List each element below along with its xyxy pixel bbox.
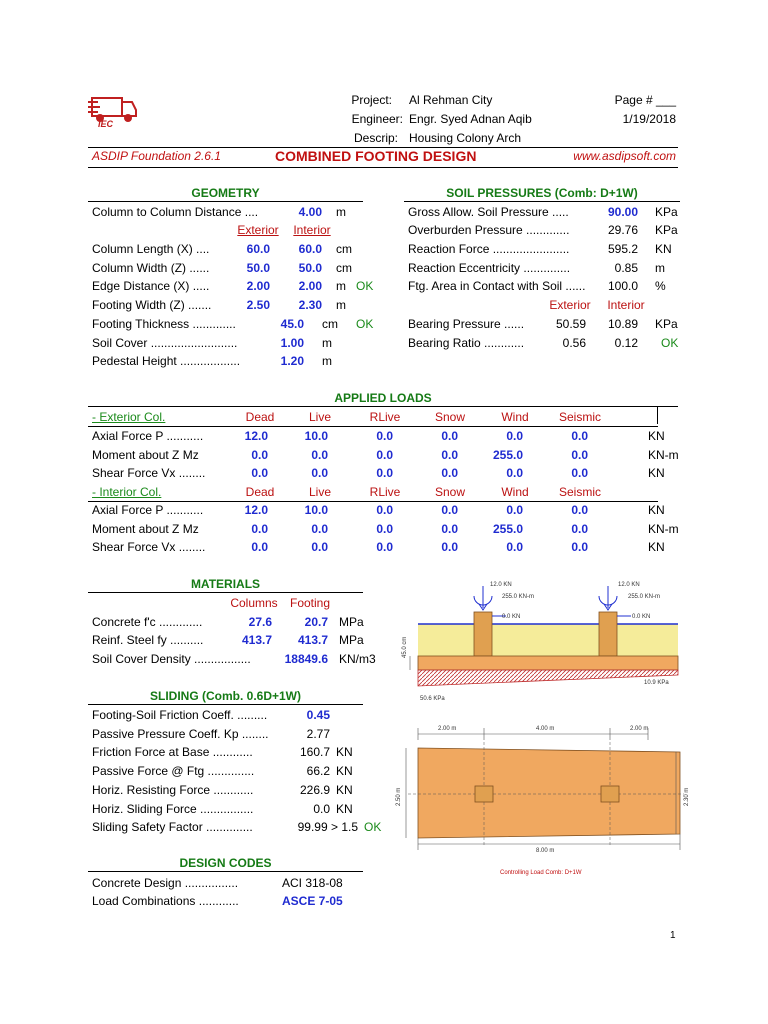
soil-label: Reaction Force .......................: [408, 242, 570, 256]
loads-value-dead[interactable]: 12.0: [244, 503, 268, 517]
software-name: ASDIP Foundation 2.6.1: [92, 149, 221, 163]
materials-col-footing: Footing: [289, 596, 331, 610]
loads-value-seismic[interactable]: 0.0: [571, 540, 588, 554]
soil-cover-unit: m: [322, 336, 332, 350]
soil-label: Overburden Pressure .............: [408, 223, 570, 237]
soil-value: 29.76: [607, 223, 638, 237]
footing-thickness-ok: OK: [356, 317, 374, 331]
loads-column-header: Dead: [245, 485, 275, 499]
loads-row-unit: KN: [648, 503, 665, 517]
loads-value-snow[interactable]: 0.0: [441, 521, 458, 536]
bearing-ratio-int: 0.12: [614, 336, 638, 350]
loads-value-rlive[interactable]: 0.0: [376, 447, 393, 462]
footing-thickness-value[interactable]: 45.0: [280, 317, 304, 331]
loads-value-wind[interactable]: 0.0: [506, 503, 523, 517]
materials-value-columns[interactable]: 27.6: [248, 615, 272, 629]
loads-value-dead[interactable]: 12.0: [244, 429, 268, 443]
geometry-label: Edge Distance (X) .....: [92, 279, 210, 293]
geometry-value-int[interactable]: 50.0: [298, 261, 322, 275]
footing-thickness-label: Footing Thickness .............: [92, 317, 236, 331]
loads-column-header: Live: [308, 410, 331, 424]
loads-value-snow[interactable]: 0.0: [441, 540, 458, 554]
plan-length: 8.00 m: [536, 848, 555, 854]
loads-value-seismic[interactable]: 0.0: [571, 447, 588, 462]
materials-label: Reinf. Steel fy ..........: [92, 633, 204, 647]
geometry-unit: m: [336, 298, 346, 312]
project-value: Al Rehman City: [409, 93, 493, 107]
loads-value-live[interactable]: 10.0: [304, 503, 328, 517]
sliding-safety-label: Sliding Safety Factor ..............: [92, 820, 253, 834]
loads-section-heading: - Exterior Col.: [92, 410, 166, 424]
loads-value-live[interactable]: 0.0: [311, 521, 328, 536]
descrip-value: Housing Colony Arch: [409, 131, 522, 145]
report-date: 1/19/2018: [622, 112, 676, 126]
sliding-title: SLIDING (Comb. 0.6D+1W): [149, 689, 301, 703]
soil-value: 595.2: [607, 242, 638, 256]
loads-value-dead[interactable]: 0.0: [251, 466, 268, 480]
loads-row-label: Shear Force Vx ........: [92, 466, 206, 480]
loads-value-dead[interactable]: 0.0: [251, 521, 268, 536]
plan-width-right: 2.30 m: [684, 787, 690, 806]
geometry-unit: m: [336, 279, 346, 293]
sliding-row-label: Passive Force @ Ftg ..............: [92, 764, 255, 779]
pedestal-value[interactable]: 1.20: [280, 354, 304, 368]
geometry-value-int[interactable]: 60.0: [298, 242, 322, 256]
loads-column-header: Seismic: [558, 485, 601, 499]
plan-dim-left: 2.00 m: [438, 726, 457, 732]
geometry-unit: cm: [336, 242, 352, 256]
geometry-value-int[interactable]: 2.00: [298, 279, 322, 293]
sliding-safety-ok: OK: [364, 820, 382, 834]
engineer-value: Engr. Syed Adnan Aqib: [409, 112, 532, 126]
sliding-row-value: 2.77: [306, 726, 330, 741]
loads-row-label: Axial Force P ...........: [92, 503, 204, 517]
materials-label: Concrete f'c .............: [92, 615, 203, 629]
geometry-ok-badge: OK: [356, 279, 374, 293]
loads-value-wind[interactable]: 255.0: [492, 521, 523, 536]
loads-column-header: Snow: [434, 410, 466, 424]
loads-value-dead[interactable]: 0.0: [251, 540, 268, 554]
sliding-row-value: 160.7: [299, 745, 330, 760]
codes-title: DESIGN CODES: [179, 856, 272, 870]
soil-value: 100.0: [607, 279, 638, 293]
load-combo-value[interactable]: ASCE 7-05: [282, 894, 343, 908]
geometry-value-int[interactable]: 2.30: [298, 298, 322, 312]
logo-text: IEC: [98, 119, 114, 129]
elevation-load-ext: 12.0 KN: [490, 582, 512, 588]
materials-value-columns[interactable]: 413.7: [241, 633, 272, 647]
geometry-value-ext[interactable]: 50.0: [246, 261, 270, 275]
elevation-right-pressure: 10.9 KPa: [644, 680, 669, 686]
load-combo-label: Load Combinations ............: [92, 894, 239, 908]
geometry-label: Footing Width (Z) .......: [92, 298, 212, 312]
project-label: Project:: [351, 93, 392, 107]
elevation-moment-int: 255.0 KN-m: [628, 594, 661, 600]
bearing-pressure-unit: KPa: [655, 317, 678, 331]
soil-density-value[interactable]: 18849.6: [284, 652, 328, 666]
loads-value-live[interactable]: 0.0: [311, 540, 328, 554]
sliding-row-unit: KN: [336, 745, 353, 760]
loads-value-seismic[interactable]: 0.0: [571, 429, 588, 443]
sliding-row-value: 66.2: [306, 764, 330, 779]
loads-value-wind[interactable]: 255.0: [492, 447, 523, 462]
geometry-title: GEOMETRY: [191, 186, 260, 200]
plan-width-left: 2.50 m: [396, 787, 402, 806]
materials-col-columns: Columns: [230, 596, 278, 610]
plan-diagram: [380, 722, 690, 882]
sliding-row-unit: KN: [336, 764, 353, 779]
page-label: Page # ___: [614, 93, 676, 107]
loads-value-rlive[interactable]: 0.0: [376, 429, 393, 443]
sliding-row-unit: KN: [336, 782, 353, 797]
geometry-value-ext[interactable]: 2.00: [246, 279, 270, 293]
plan-controlling-load: Controlling Load Comb: D+1W: [500, 870, 582, 876]
soil-unit: KPa: [655, 205, 678, 219]
loads-value-rlive[interactable]: 0.0: [376, 503, 393, 517]
soil-cover-label: Soil Cover ..........................: [92, 336, 238, 350]
loads-value-snow[interactable]: 0.0: [441, 466, 458, 480]
geometry-value-ext[interactable]: 60.0: [246, 242, 270, 256]
soil-label: Gross Allow. Soil Pressure .....: [408, 205, 569, 219]
elevation-shear-int: 0.0 KN: [632, 614, 651, 620]
loads-value-seismic[interactable]: 0.0: [571, 521, 588, 536]
loads-row-unit: KN-m: [648, 521, 679, 536]
soil-unit: KPa: [655, 223, 678, 237]
materials-value-footing[interactable]: 413.7: [297, 633, 328, 647]
loads-value-dead[interactable]: 0.0: [251, 447, 268, 462]
descrip-label: Descrip:: [353, 131, 398, 145]
plan-dim-right: 2.00 m: [630, 726, 649, 732]
loads-value-live[interactable]: 0.0: [311, 466, 328, 480]
soil-col-interior: Interior: [607, 298, 645, 312]
website: www.asdipsoft.com: [573, 149, 676, 163]
loads-row-label: Moment about Z Mz: [92, 521, 199, 536]
engineer-label: Engineer:: [351, 112, 403, 126]
sliding-row-label: Footing-Soil Friction Coeff. .........: [92, 708, 268, 722]
loads-row-unit: KN: [648, 429, 665, 443]
geometry-unit: cm: [336, 261, 352, 275]
soil-density-unit: KN/m3: [339, 652, 376, 666]
concrete-design-label: Concrete Design ................: [92, 876, 239, 890]
loads-column-header: RLive: [369, 485, 401, 499]
geometry-label: Column Width (Z) ......: [92, 261, 210, 275]
loads-value-wind[interactable]: 0.0: [506, 466, 523, 480]
materials-unit: MPa: [339, 633, 364, 647]
loads-value-rlive[interactable]: 0.0: [376, 521, 393, 536]
sliding-row-value: 0.0: [313, 801, 330, 816]
loads-value-snow[interactable]: 0.0: [441, 447, 458, 462]
soil-col-exterior: Exterior: [549, 298, 591, 312]
sliding-safety-value: 99.99 > 1.5: [297, 820, 358, 834]
loads-title: APPLIED LOADS: [334, 391, 432, 405]
soil-value: 0.85: [614, 261, 638, 275]
page-title: COMBINED FOOTING DESIGN: [275, 148, 477, 164]
sliding-row-value[interactable]: 0.45: [306, 708, 330, 722]
materials-value-footing[interactable]: 20.7: [304, 615, 328, 629]
soil-label: Ftg. Area in Contact with Soil ......: [408, 279, 586, 293]
sliding-row-label: Horiz. Resisting Force ............: [92, 782, 254, 797]
loads-value-seismic[interactable]: 0.0: [571, 466, 588, 480]
soil-value[interactable]: 90.00: [607, 205, 638, 219]
loads-row-unit: KN: [648, 540, 665, 554]
sliding-row-label: Passive Pressure Coeff. Kp ........: [92, 726, 269, 741]
soil-unit: KN: [655, 242, 672, 256]
loads-value-live[interactable]: 10.0: [304, 429, 328, 443]
page-number: 1: [670, 930, 676, 941]
loads-row-unit: KN: [648, 466, 665, 480]
materials-unit: MPa: [339, 615, 364, 629]
bearing-ratio-ext: 0.56: [562, 336, 586, 350]
loads-column-header: Wind: [501, 410, 529, 424]
sliding-row-label: Horiz. Sliding Force ................: [92, 801, 254, 816]
bearing-ratio-label: Bearing Ratio ............: [408, 336, 525, 350]
loads-value-rlive[interactable]: 0.0: [376, 466, 393, 480]
loads-value-rlive[interactable]: 0.0: [376, 540, 393, 554]
elevation-diagram: [394, 578, 684, 702]
loads-column-header: Snow: [434, 485, 466, 499]
sliding-row-label: Friction Force at Base ............: [92, 745, 253, 760]
elevation-left-pressure: 50.6 KPa: [420, 696, 445, 702]
elevation-thickness: 45.0 cm: [402, 636, 408, 658]
bearing-pressure-ext: 50.59: [555, 317, 586, 331]
soil-unit: m: [655, 261, 665, 275]
soil-density-label: Soil Cover Density .................: [92, 652, 251, 666]
loads-column-header: Seismic: [558, 410, 601, 424]
loads-value-snow[interactable]: 0.0: [441, 429, 458, 443]
loads-row-unit: KN-m: [648, 447, 679, 462]
loads-value-seismic[interactable]: 0.0: [571, 503, 588, 517]
elevation-moment-ext: 255.0 KN-m: [502, 594, 535, 600]
sliding-row-value: 226.9: [299, 782, 330, 797]
geometry-label: Column to Column Distance ....: [92, 205, 259, 219]
loads-row-label: Axial Force P ...........: [92, 429, 204, 443]
loads-column-header: Wind: [501, 485, 529, 499]
soil-label: Reaction Eccentricity ..............: [408, 261, 571, 275]
sliding-row-unit: KN: [336, 801, 353, 816]
loads-section-heading: - Interior Col.: [92, 485, 162, 499]
loads-row-label: Moment about Z Mz: [92, 447, 199, 462]
bearing-pressure-int: 10.89: [607, 317, 638, 331]
logo: [88, 88, 138, 132]
soil-title: SOIL PRESSURES (Comb: D+1W): [446, 186, 638, 200]
bearing-ratio-ok: OK: [661, 336, 679, 350]
plan-dim-mid: 4.00 m: [536, 726, 555, 732]
geometry-col-interior: Interior: [293, 223, 331, 237]
geometry-label: Column Length (X) ....: [92, 242, 210, 256]
concrete-design-value: ACI 318-08: [282, 876, 343, 890]
footing-thickness-unit: cm: [322, 317, 338, 331]
pedestal-label: Pedestal Height ..................: [92, 354, 241, 368]
loads-value-wind[interactable]: 0.0: [506, 540, 523, 554]
geometry-value[interactable]: 4.00: [298, 205, 322, 219]
soil-cover-value[interactable]: 1.00: [280, 336, 304, 350]
geometry-unit: m: [336, 205, 346, 219]
elevation-shear-ext: 0.0 KN: [502, 614, 521, 620]
soil-unit: %: [655, 279, 666, 293]
geometry-value-ext[interactable]: 2.50: [246, 298, 270, 312]
loads-value-snow[interactable]: 0.0: [441, 503, 458, 517]
loads-value-live[interactable]: 0.0: [311, 447, 328, 462]
geometry-col-exterior: Exterior: [237, 223, 279, 237]
materials-title: MATERIALS: [190, 577, 261, 591]
bearing-pressure-label: Bearing Pressure ......: [408, 317, 525, 331]
loads-row-label: Shear Force Vx ........: [92, 540, 206, 554]
pedestal-unit: m: [322, 354, 332, 368]
loads-column-header: Dead: [245, 410, 275, 424]
loads-column-header: RLive: [369, 410, 401, 424]
loads-column-header: Live: [308, 485, 331, 499]
elevation-load-int: 12.0 KN: [618, 582, 640, 588]
loads-value-wind[interactable]: 0.0: [506, 429, 523, 443]
